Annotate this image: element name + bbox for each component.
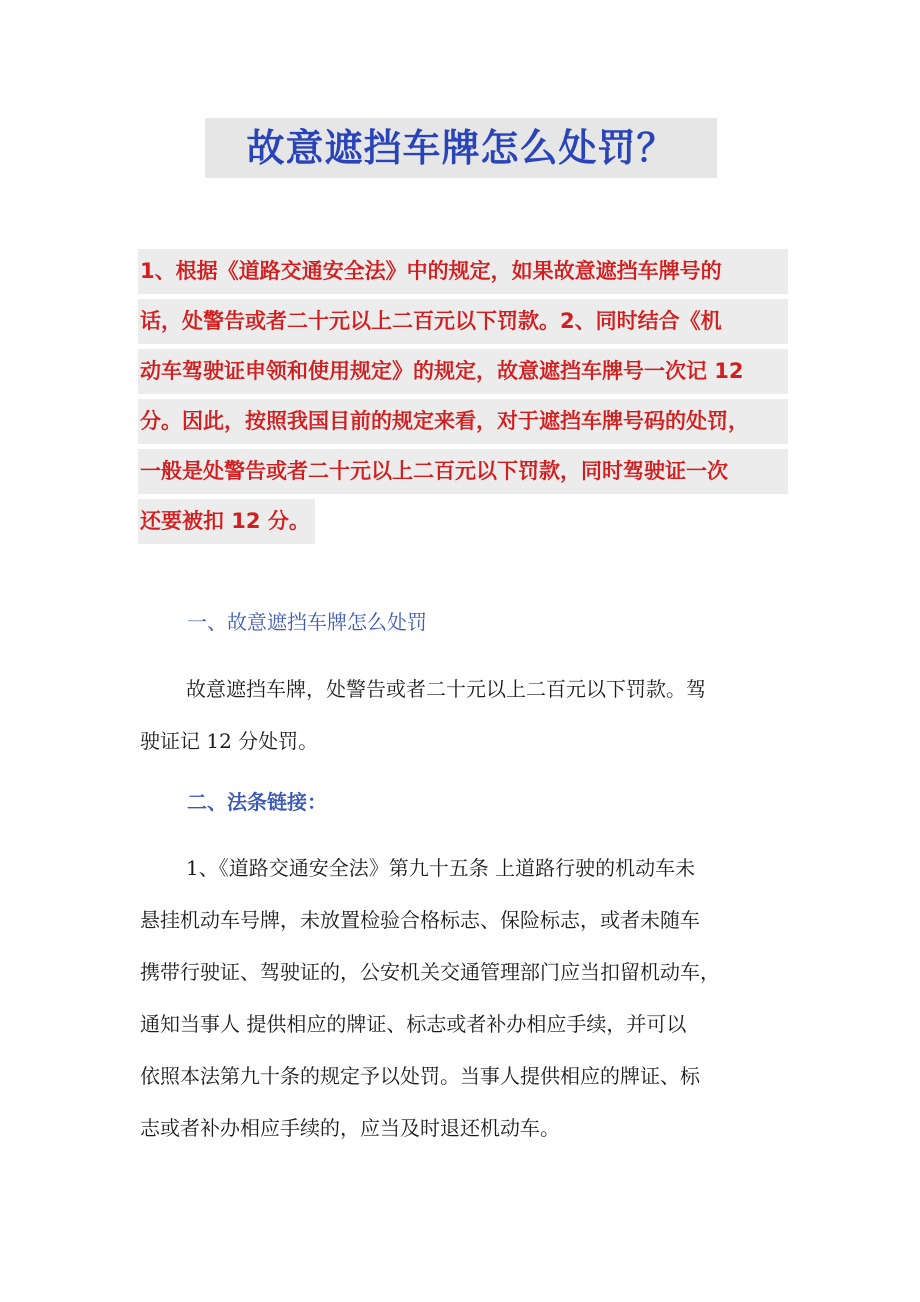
paragraph-line: 通知当事人 提供相应的牌证、标志或者补办相应手续，并可以 — [140, 1012, 687, 1036]
paragraph-line: 携带行驶证、驾驶证的，公安机关交通管理部门应当扣留机动车， — [140, 960, 720, 984]
summary-line: 一般是处警告或者二十元以上二百元以下罚款，同时驾驶证一次 — [138, 449, 788, 494]
section-1-paragraph — [140, 663, 790, 767]
paragraph-line: 志或者补办相应手续的，应当及时退还机动车。 — [140, 1116, 560, 1140]
paragraph-line: 依照本法第九十条的规定予以处罚。当事人提供相应的牌证、标 — [140, 1064, 700, 1088]
summary-line: 还要被扣 12 分。 — [138, 499, 315, 544]
section-heading-2: 二、法条链接： — [187, 790, 327, 814]
page-title: 故意遮挡车牌怎么处罚？ — [246, 126, 676, 170]
summary-paragraph — [138, 249, 788, 549]
summary-line: 分。因此，按照我国目前的规定来看，对于遮挡车牌号码的处罚， — [138, 399, 788, 444]
paragraph-line: 驶证记 12 分处罚。 — [140, 729, 319, 753]
section-heading-1: 一、故意遮挡车牌怎么处罚 — [187, 610, 427, 634]
title-highlight — [205, 118, 717, 178]
summary-line: 话，处警告或者二十元以上二百元以下罚款。2、同时结合《机 — [138, 299, 788, 344]
paragraph-line: 1、《道路交通安全法》第九十五条 上道路行驶的机动车未 — [186, 856, 696, 880]
section-2-paragraph — [140, 842, 790, 1154]
paragraph-line: 故意遮挡车牌，处警告或者二十元以上二百元以下罚款。驾 — [186, 677, 706, 701]
summary-line: 1、根据《道路交通安全法》中的规定，如果故意遮挡车牌号的 — [138, 249, 788, 294]
summary-line: 动车驾驶证申领和使用规定》的规定，故意遮挡车牌号一次记 12 — [138, 349, 788, 394]
paragraph-line: 悬挂机动车号牌，未放置检验合格标志、保险标志，或者未随车 — [140, 908, 700, 932]
